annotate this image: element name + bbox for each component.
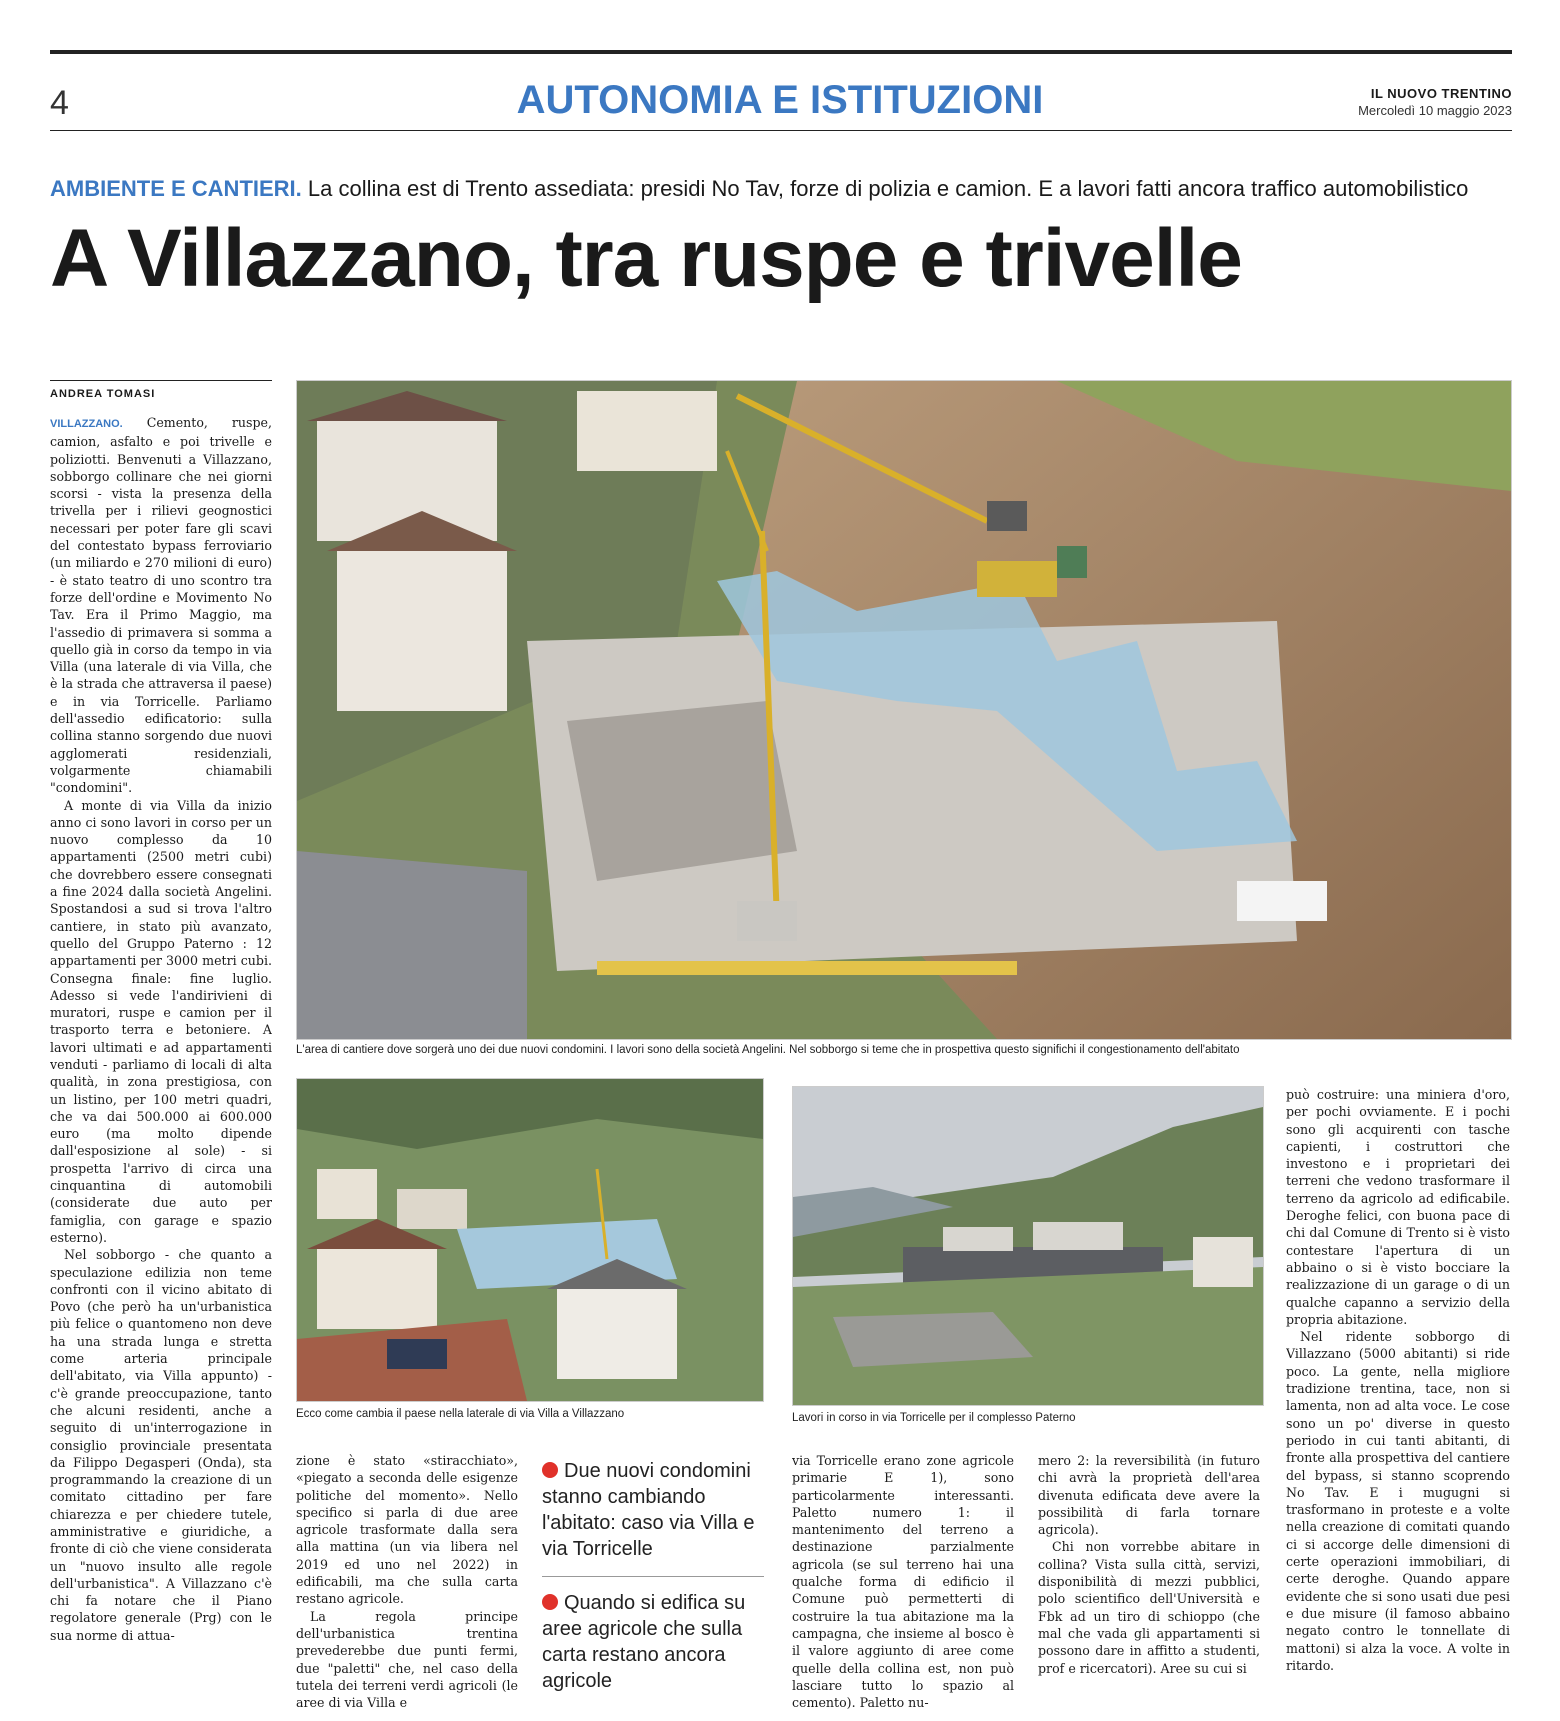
section-title: AUTONOMIA E ISTITUZIONI (516, 78, 1044, 122)
construction-site-image (297, 381, 1511, 1039)
paragraph: Nel ridente sobborgo di Villazzano (5000 abitanti) si ride poco. La gente, nella migliore tradizione trentina, tace, non si lamenta, non ad alta voce. Le cose sono un po' diverse in questo periodo in cui tanti abitanti, di fronte alla prospettiva del cantiere del bypass, si stanno scoprendo No Tav. E i mugugni si trasformano in proteste e a volte nella creazione di comitati quando ci si accorge delle dimensioni di certe operazioni immobiliari, di certe deroghe. Quando appare evidente che si sono usati due pesi e due misure (il famoso abbaino negato contro le tonnellate di mattoni) si alza la voce. A volte in ritardo. (1286, 1329, 1510, 1673)
pull-quote-text: Quando si edifica su aree agricole che sulla carta restano ancora agricole (542, 1592, 746, 1692)
paterno-photo-caption: Lavori in corso in via Torricelle per il complesso Paterno (792, 1412, 1076, 1424)
bullet-icon (542, 1462, 558, 1478)
issue-date: Mercoledì 10 maggio 2023 (1358, 103, 1512, 118)
pull-quote-divider (542, 1576, 764, 1577)
byline: ANDREA TOMASI (50, 388, 156, 400)
paragraph: Nel sobborgo - che quanto a speculazione edilizia non teme confronti con il vicino abitato di Povo (che però ha un'urbanistica più felice o quantomeno non deve ha una strada lunga e stretta come arteria principale dell'abitato, via Villa appunto) - c'è grande preoccupazione, tanto che alcuni residenti, anche a seguito di un'interrogazione in consiglio provinciale presentata da Filippo Degasperi (Onda), sta programmando la creazione di un comitato cittadino per fare chiarezza e per chiedere tutele, amministrative e giuridiche, a fronte di ciò che viene considerata un "nuovo insulto alle regole dell'urbanistica". A Villazzano c'è chi fa notare che il Piano regolatore generale (Prg) con le sua norme di attua- (50, 1247, 272, 1643)
pull-quote-1 (542, 1458, 764, 1562)
village-photo-caption: Ecco come cambia il paese nella laterale di via Villa a Villazzano (296, 1408, 625, 1420)
paterno-complex-image (793, 1087, 1263, 1405)
village-photo (296, 1078, 764, 1402)
main-photo-caption: L'area di cantiere dove sorgerà uno dei due nuovi condomini. I lavori sono della società Angelini. Nel sobborgo si teme che in prospettiva questo significhi il congestionamento dell'abitato (296, 1044, 1240, 1056)
paragraph: Cemento, ruspe, camion, asfalto e poi trivelle e poliziotti. Benvenuti a Villazzano, sobborgo collinare che nei giorni scorsi - vista la presenza della trivella per i rilievi geognostici necessari per poter fare gli scavi del contestato bypass ferroviario (un miliardo e 270 milioni di euro) - è stato teatro di uno scontro tra forze dell'ordine e Movimento No Tav. Era il Primo Maggio, ma l'assedio di primavera si somma a quello già in corso da tempo in via Villa (una laterale di via Villa, che è la strada che attraversa il paese) e in via Torricelle. Parliamo dell'assedio edificatorio: sulla collina stanno sorgendo due nuovi agglomerati residenziali, volgarmente chiamabili "condomini". (50, 415, 272, 796)
paragraph: zione è stato «stiracchiato», «piegato a seconda delle esigenze politiche del momento». Nello specifico si parla di due aree agricole trasformate dalla sera alla mattina (un via libera nel 2019 ed uno nel 2022) in edificabili, ma che sulla carta restano agricole. (296, 1453, 518, 1607)
page-number: 4 (50, 84, 69, 122)
article-column-2 (296, 1452, 518, 1714)
dateline: VILLAZZANO. (50, 418, 123, 430)
main-photo (296, 380, 1512, 1040)
kicker-text: La collina est di Trento assediata: presidi No Tav, forze di polizia e camion. E a lavori fatti ancora traffico automobilistico (307, 176, 1469, 201)
paragraph: La regola principe dell'urbanistica trentina prevederebbe due punti fermi, due "paletti" che, nel caso della tutela dei terreni verdi agricoli (le aree di via Villa e (296, 1608, 518, 1711)
article-column-1 (50, 414, 272, 1709)
bullet-icon (542, 1594, 558, 1610)
paragraph: può costruire: una miniera d'oro, per pochi ovviamente. E i pochi sono gli acquirenti con tasche capienti, i costruttori che investono e i proprietari dei terreni che vedono trasformare il terreno da agricolo ad edificabile. Deroghe felici, con buona pace di chi dal Comune di Trento si è visto contestare l'apertura di un abbaino o si è visto bocciare la realizzazione di un garage o di un qualche capanno a servizio della propria abitazione. (1286, 1087, 1510, 1327)
article-column-4 (1038, 1452, 1260, 1714)
paterno-photo (792, 1086, 1264, 1406)
paragraph: via Torricelle erano zone agricole primarie E 1), sono particolarmente interessanti. Paletto numero 1: il mantenimento del terreno a destinazione parzialmente agricola (se sul terreno hai una qualche forma di edificio il Comune può permetterti di costruire la tua abitazione ma la campagna, che insieme al bosco è il valore aggiunto di aree come quelle della collina est, non può lasciare tutto lo spazio al cemento). Paletto nu- (792, 1453, 1014, 1711)
kicker-label: AMBIENTE E CANTIERI. (50, 176, 302, 201)
masthead (1358, 86, 1512, 118)
header-rule (50, 130, 1512, 131)
paper-name: IL NUOVO TRENTINO (1370, 86, 1512, 101)
paragraph: mero 2: la reversibilità (in futuro chi avrà la proprietà dell'area divenuta edificata deve avere la possibilità di farla tornare agricola). (1038, 1453, 1260, 1538)
headline: A Villazzano, tra ruspe e trivelle (50, 213, 1242, 304)
kicker (50, 176, 1512, 202)
pull-quote-2 (542, 1590, 764, 1694)
paragraph: Chi non vorrebbe abitare in collina? Vista sulla città, servizi, disponibilità di mezzi pubblici, polo scientifico dell'Università e Fbk ad un tiro di schioppo (che mal che vada gli appartamenti si possono dare in affitto a studenti, prof e ricercatori). Aree su cui si (1038, 1539, 1260, 1676)
paragraph: A monte di via Villa da inizio anno ci sono lavori in corso per un nuovo complesso da 10 appartamenti (2500 metri cubi) che dovrebbero essere consegnati a fine 2024 dalla società Angelini. Spostandosi a sud si trova l'altro cantiere, in stato più avanzato, quello del Gruppo Paterno : 12 appartamenti per 3000 metri cubi. Consegna finale: fine luglio. Adesso si vede l'andirivieni di muratori, ruspe e camion per il trasporto terra e betoniere. A lavori ultimati e ad appartamenti venduti - parliamo di locali di alta qualità, in zona prestigiosa, con un listino, per 100 metri quadri, che va dai 500.000 ai 600.000 euro (ma molto dipende dall'esposizione al sole) - si prospetta l'arrivo di circa una cinquantina di automobili (considerate due auto per famiglia, con garage e spazio esterno). (50, 797, 272, 1245)
author-rule (50, 380, 272, 381)
village-street-image (297, 1079, 763, 1401)
article-column-5 (1286, 1086, 1510, 1714)
top-rule (50, 50, 1512, 54)
pull-quote-text: Due nuovi condomini stanno cambiando l'abitato: caso via Villa e via Torricelle (542, 1460, 755, 1560)
article-column-3 (792, 1452, 1014, 1714)
